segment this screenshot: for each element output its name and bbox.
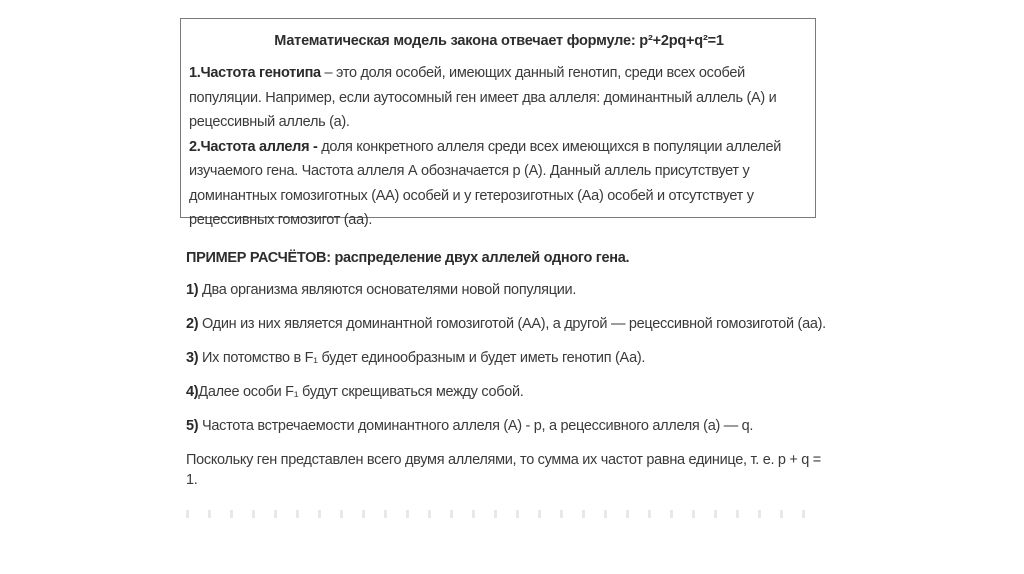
cut-off-text-line: [186, 510, 806, 518]
step-text: Один из них является доминантной гомозиготой (АА), а другой — рецессивной гомозиготой (аа).: [198, 316, 826, 332]
calculation-example: [186, 250, 826, 504]
allele-frequency-term: 2.Частота аллеля -: [189, 138, 318, 155]
allele-frequency-text: доля конкретного аллеля среди всех имеющихся в популяции аллелей изучаемого гена. Частота аллеля А обозначается р (А). Данный аллель присутствует у доминантных гомозиготных (АА) особей и у гетерозиготных (Аа) особей и отсутствует у рецессивных гомозигот (аа).: [189, 138, 782, 228]
genotype-frequency-definition: [189, 61, 809, 135]
example-step: [186, 280, 826, 300]
definition-box: [180, 18, 816, 228]
step-text: Частота встречаемости доминантного аллеля (А) - р, а рецессивного аллеля (а) — q.: [198, 418, 754, 434]
example-step: [186, 348, 826, 368]
step-number: 4): [186, 384, 199, 400]
step-text: Далее особи F₁ будут скрещиваться между собой.: [198, 384, 524, 400]
example-step: [186, 416, 826, 436]
genotype-frequency-text: – это доля особей, имеющих данный генотип, среди всех особей популяции. Например, если аутосомный ген имеет два аллеля: доминантный аллель (А) и рецессивный аллель (а).: [189, 65, 777, 130]
example-summary: Поскольку ген представлен всего двумя аллелями, то сумма их частот равна единице, т. е. p + q = 1.: [186, 452, 821, 488]
step-number: 3): [186, 350, 199, 366]
genotype-frequency-term: 1.Частота генотипа: [189, 65, 321, 81]
formula-expression: p²+2pq+q²=1: [639, 33, 724, 49]
step-text: Их потомство в F₁ будет единообразным и будет иметь генотип (Аа).: [198, 350, 646, 366]
step-number: 2): [186, 316, 199, 332]
allele-frequency-definition: [189, 135, 809, 233]
step-number: 1): [186, 282, 199, 298]
step-number: 5): [186, 418, 199, 434]
example-step: [186, 382, 826, 402]
formula-heading: [189, 33, 809, 49]
step-text: Два организма являются основателями новой популяции.: [198, 282, 577, 298]
example-title: ПРИМЕР РАСЧЁТОВ: распределение двух аллелей одного гена.: [186, 250, 630, 266]
example-step: [186, 314, 826, 334]
formula-prefix: Математическая модель закона отвечает формуле:: [274, 33, 640, 49]
